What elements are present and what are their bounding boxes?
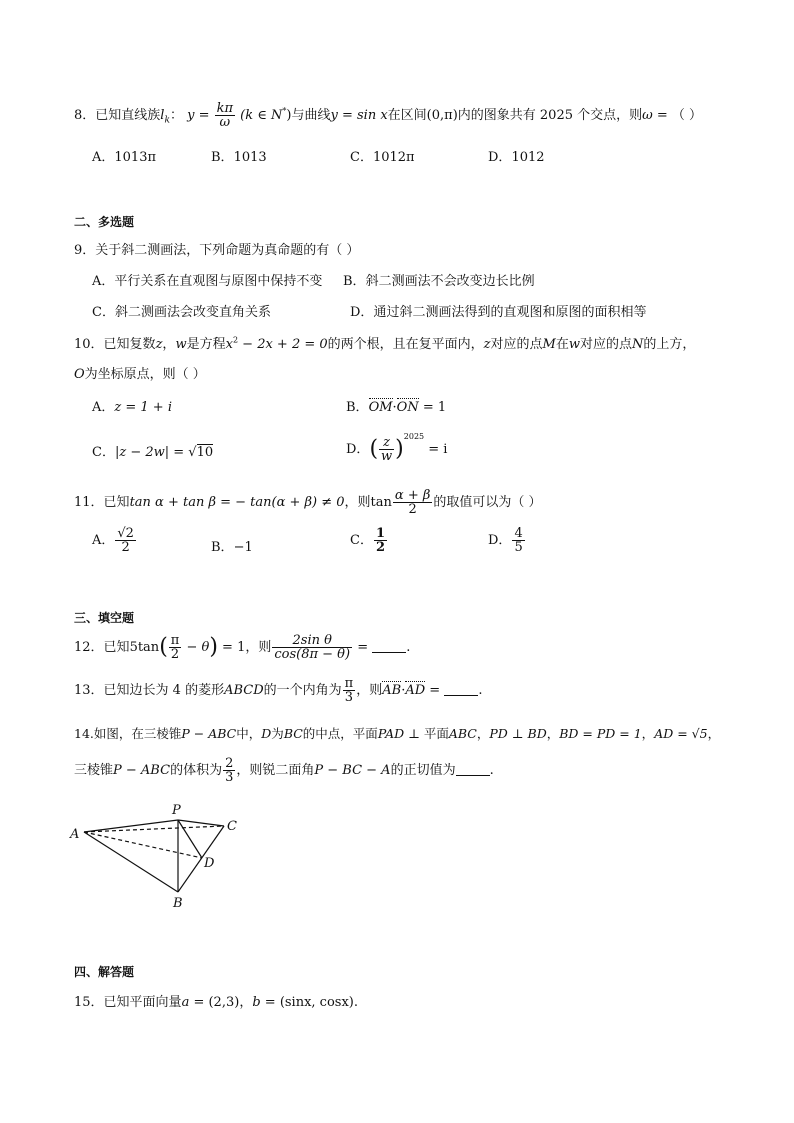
q12-stem: 12．已知5tan( $\frac{\pi}{2}$ − θ) = 1，则 $\frac{\text{2sin θ}}{\cos(8\pi - \theta)}$ = . xyxy=(74,633,411,662)
q14-stem-line1: 14.如图，在三棱锥P − ABC中，D为BC的中点，平面PAD ⊥ 平面ABC，PD ⊥ BD，BD = PD = 1，AD = √5， xyxy=(74,726,721,741)
q9-stem: 9．关于斜二测画法，下列命题为真命题的有（ ） xyxy=(74,243,360,258)
vertex-label-a: A xyxy=(70,827,80,842)
edge-ab xyxy=(84,832,178,892)
q12-answer-blank[interactable] xyxy=(372,640,406,653)
section-heading-multiple-choice: 二、多选题 xyxy=(74,215,135,229)
q8-option-a[interactable]: A．1013π xyxy=(92,150,157,165)
q11-stem: 11．已知tan α + tan β = − tan(α + β) ≠ 0，则tan $\frac{\alpha + \beta}{2}$ 的取值可以为（ ） xyxy=(74,488,542,517)
q9-option-b[interactable]: B．斜二测画法不会改变边长比例 xyxy=(343,274,535,289)
q11-option-c[interactable]: C． $\frac{1}{2}$ xyxy=(350,526,385,555)
q11-option-d[interactable]: D． $\frac{4}{5}$ xyxy=(488,526,523,555)
q10-option-b[interactable]: B．OM·ON = 1 xyxy=(346,400,447,415)
q13-answer-blank[interactable] xyxy=(444,683,478,696)
q11-option-a[interactable]: A． $\frac{√2}{2}$ xyxy=(92,526,134,555)
vertex-label-c: C xyxy=(227,819,237,834)
q14-pyramid-figure xyxy=(66,798,256,910)
q15-stem: 15．已知平面向量a = (2,3)，b = (sinx, cosx). xyxy=(74,995,359,1010)
edge-pc xyxy=(178,820,224,826)
q11-option-b[interactable]: B．−1 xyxy=(211,540,253,555)
q10-stem-line2: O为坐标原点，则（ ） xyxy=(74,367,206,382)
q8-fraction: $\frac{k\pi}{\omega}$ xyxy=(216,101,234,130)
q8-stem: 8．已知直线族$l_k$： y = $\frac{k\pi}{\omega}$ (k ∈ N*)与曲线y = sin x在区间(0,π)内的图象共有 2025 个交点，则ω = （ ） xyxy=(74,101,703,130)
edge-ap xyxy=(84,820,178,832)
q9-option-c[interactable]: C．斜二测画法会改变直角关系 xyxy=(92,305,271,320)
q14-answer-blank[interactable] xyxy=(456,763,490,776)
q9-option-a[interactable]: A．平行关系在直观图与原图中保持不变 xyxy=(92,274,323,289)
q9-option-d[interactable]: D．通过斜二测画法得到的直观图和原图的面积相等 xyxy=(350,305,647,320)
edge-pd xyxy=(178,820,202,858)
q8-option-b[interactable]: B．1013 xyxy=(211,150,267,165)
q10-option-a[interactable]: A．z = 1 + i xyxy=(92,400,172,415)
section-heading-fill-in: 三、填空题 xyxy=(74,611,135,625)
q8-option-c[interactable]: C．1012π xyxy=(350,150,415,165)
q8-option-d[interactable]: D．1012 xyxy=(488,150,545,165)
q10-option-d[interactable]: D．( $\frac{z}{w}$ )$^{2025}$ = i xyxy=(346,432,448,464)
edge-bc xyxy=(178,826,224,892)
vertex-label-p: P xyxy=(172,803,181,818)
q13-stem: 13．已知边长为 4 的菱形ABCD的一个内角为 $\frac{\pi}{3}$ ，则AB·AD = . xyxy=(74,676,483,705)
q14-stem-line2: 三棱锥P − ABC的体积为 $\frac{2}{3}$ ，则锐二面角P − BC − A的正切值为 . xyxy=(74,756,494,785)
q10-stem-line1: 10．已知复数z，w是方程$x^2 - 2x + 2 = 0$的两个根，且在复平面内，z对应的点M在w对应的点N的上方， xyxy=(74,335,696,352)
vertex-label-d: D xyxy=(204,856,215,871)
section-heading-solutions: 四、解答题 xyxy=(74,965,135,979)
q10-option-c[interactable]: C．|z − 2w| = √10 xyxy=(92,445,214,460)
edge-ad-hidden xyxy=(84,832,202,858)
vertex-label-b: B xyxy=(173,896,183,910)
